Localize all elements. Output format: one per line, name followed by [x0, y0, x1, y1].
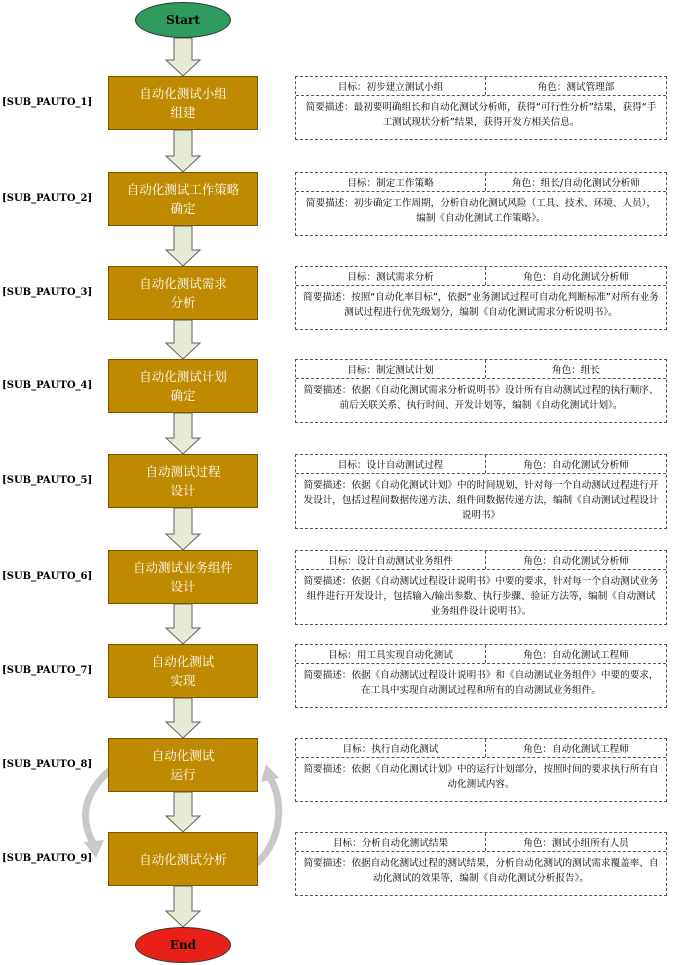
step-role: 角色：自动化测试分析师 [523, 272, 629, 283]
flow-arrow [166, 38, 200, 76]
step-info-panel [295, 738, 667, 802]
step-title-line: 确定 [170, 388, 196, 403]
step-title-line: 组建 [170, 105, 196, 120]
step-title-line: 自动测试业务组件 [132, 560, 233, 575]
process-step-box [108, 76, 258, 130]
info-header [296, 833, 666, 852]
step-id-label: [SUB_PAUTO_7] [2, 665, 93, 676]
flow-arrow [166, 508, 200, 550]
step-title-line: 运行 [170, 767, 196, 782]
info-header [296, 645, 666, 664]
step-title-line: 分析 [170, 295, 196, 310]
end-terminal [135, 927, 231, 963]
step-info-panel [295, 550, 667, 625]
step-goal: 目标：分析自动化测试结果 [296, 833, 486, 851]
step-description: 简要描述：依据《自动化测试计划》中的时间规划，针对每一个自动测试过程进行开发设计，包括过程间数据传递方法、组件间数据传递方法，编制《自动测试过程设计说明书》 [303, 480, 659, 521]
flow-arrow [166, 413, 200, 454]
process-step-box [108, 738, 258, 792]
info-header [296, 455, 666, 474]
info-header [296, 360, 666, 379]
step-role: 角色：组长/自动化测试分析师 [512, 178, 640, 189]
flow-arrow [166, 130, 200, 172]
step-description: 简要描述：依据《自动测试过程设计说明书》中要的要求，针对每一个自动测试业务组件进行开发设计，包括输入/输出参数、执行步骤、验证方法等，编制《自动测试业务组件设计说明书》。 [303, 576, 659, 617]
step-description: 简要描述：初步确定工作周期，分析自动化测试风险（工具、技术、环境、人员），编制《自动化测试工作策略》。 [305, 198, 657, 224]
step-title-line: 设计 [170, 579, 196, 594]
flow-arrow [166, 792, 200, 832]
loop-arrow-up-head [261, 764, 279, 782]
step-id-label: [SUB_PAUTO_3] [2, 287, 93, 298]
step-goal: 目标：用工具实现自动化测试 [296, 645, 486, 663]
info-header [296, 77, 666, 96]
step-role: 角色：测试小组所有人员 [523, 838, 629, 849]
step-info-panel [295, 76, 667, 140]
process-step-box [108, 266, 258, 320]
step-info-panel [295, 266, 667, 330]
step-title-line: 自动化测试计划 [139, 369, 227, 384]
step-description: 简要描述：最初要明确组长和自动化测试分析师，获得“可行性分析”结果，获得“手工测试现状分析”结果，获得开发方相关信息。 [305, 102, 657, 128]
start-label: Start [166, 13, 200, 27]
process-step-box [108, 644, 258, 698]
step-description: 简要描述：依据自动化测试过程的测试结果，分析自动化测试的测试需求覆盖率、自动化测试的效果等，编制《自动化测试分析报告》。 [303, 858, 659, 884]
step-title-line: 实现 [170, 673, 196, 688]
step-info-panel [295, 454, 667, 529]
step-id-label: [SUB_PAUTO_4] [2, 380, 93, 391]
step-goal: 目标：执行自动化测试 [296, 739, 486, 757]
info-header [296, 267, 666, 286]
step-title-line: 自动化测试 [151, 654, 215, 669]
start-terminal [135, 2, 231, 38]
loop-arrow-up [258, 778, 279, 862]
process-step-box [108, 359, 258, 413]
step-description: 简要描述：依据《自动化测试计划》中的运行计划部分，按照时间的要求执行所有自动化测试内容。 [303, 764, 659, 790]
step-info-panel [295, 359, 667, 423]
process-step-box [108, 172, 258, 226]
step-title-line: 自动化测试分析 [139, 851, 227, 867]
process-step-box [108, 454, 258, 508]
step-title-line: 确定 [170, 201, 196, 216]
step-role: 角色：自动化测试分析师 [523, 460, 629, 471]
step-info-panel [295, 644, 667, 708]
step-goal: 目标：制定工作策略 [296, 173, 486, 191]
process-step-box [108, 550, 258, 604]
step-description: 简要描述：依据《自动化测试需求分析说明书》设计所有自动测试过程的执行顺序、前后关联关系、执行时间、开发计划等，编制《自动化测试计划》。 [303, 385, 659, 411]
step-id-label: [SUB_PAUTO_1] [2, 97, 93, 108]
step-goal: 目标：设计自动测试过程 [296, 455, 486, 473]
step-goal: 目标：制定测试计划 [296, 360, 486, 378]
flow-arrow [166, 698, 200, 738]
info-header [296, 551, 666, 570]
step-info-panel [295, 172, 667, 236]
step-role: 角色：组长 [552, 365, 600, 376]
step-id-label: [SUB_PAUTO_9] [2, 853, 93, 864]
step-goal: 目标：测试需求分析 [296, 267, 486, 285]
flow-arrow [166, 320, 200, 359]
step-role: 角色：自动化测试工程师 [523, 744, 629, 755]
step-description: 简要描述：按照“自动化率目标”，依据“业务测试过程可自动化判断标准”对所有业务测试过程进行优先级划分，编制《自动化测试需求分析说明书》。 [303, 292, 659, 318]
step-title-line: 自动化测试小组 [139, 86, 227, 101]
end-label: End [169, 938, 197, 952]
step-goal: 目标：设计自动测试业务组件 [296, 551, 486, 569]
info-header [296, 173, 666, 192]
flow-arrow [166, 604, 200, 644]
step-role: 角色：自动化测试分析师 [523, 556, 629, 567]
step-title-line: 自动测试过程 [145, 464, 221, 479]
flow-arrow [166, 226, 200, 266]
step-info-panel [295, 832, 667, 896]
step-id-label: [SUB_PAUTO_5] [2, 475, 93, 486]
step-title-line: 自动化测试工作策略 [126, 182, 240, 197]
step-role: 角色：自动化测试工程师 [523, 650, 629, 661]
step-id-label: [SUB_PAUTO_8] [2, 759, 93, 770]
step-description: 简要描述：依据《自动测试过程设计说明书》和《自动测试业务组件》中要的要求，在工具中实现自动测试过程和所有的自动测试业务组件。 [303, 670, 659, 696]
step-title-line: 自动化测试需求 [139, 276, 227, 291]
process-step-box [108, 832, 258, 886]
step-role: 角色：测试管理部 [537, 82, 615, 93]
step-goal: 目标：初步建立测试小组 [296, 77, 486, 95]
info-header [296, 739, 666, 758]
loop-arrow-down [86, 770, 110, 845]
step-title-line: 自动化测试 [151, 748, 215, 763]
step-title-line: 设计 [170, 483, 196, 498]
step-id-label: [SUB_PAUTO_6] [2, 571, 93, 582]
step-id-label: [SUB_PAUTO_2] [2, 193, 93, 204]
flow-arrow [166, 886, 200, 927]
